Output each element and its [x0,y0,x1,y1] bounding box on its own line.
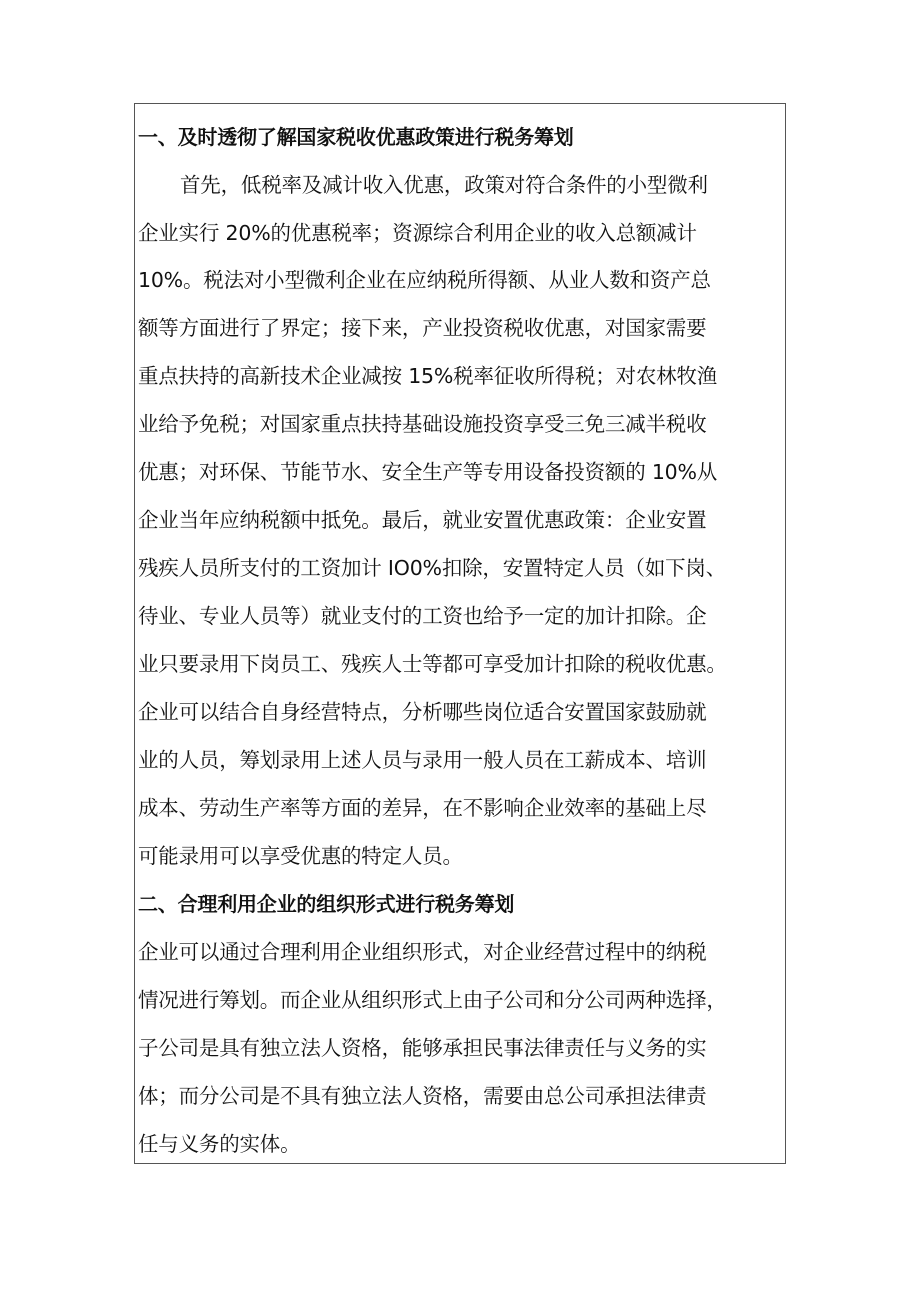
paragraph-line: 成本、劳动生产率等方面的差异，在不影响企业效率的基础上尽 [138,796,707,820]
paragraph-line: 业的人员，筹划录用上述人员与录用一般人员在工薪成本、培训 [138,748,707,772]
paragraph-line: 企业可以通过合理利用企业组织形式，对企业经营过程中的纳税 [138,940,707,964]
paragraph-line: 待业、专业人员等）就业支付的工资也给予一定的加计扣除。企 [138,604,707,628]
paragraph-line: 可能录用可以享受优惠的特定人员。 [138,844,463,868]
paragraph-line: 情况进行筹划。而企业从组织形式上由子公司和分公司两种选择， [138,988,727,1012]
section-2-heading: 二、合理利用企业的组织形式进行税务筹划 [138,892,515,916]
paragraph-line: 业给予免税；对国家重点扶持基础设施投资享受三免三减半税收 [138,412,707,436]
document-frame [134,103,786,1164]
paragraph-line: 子公司是具有独立法人资格，能够承担民事法律责任与义务的实 [138,1036,707,1060]
paragraph-line: 企业可以结合自身经营特点，分析哪些岗位适合安置国家鼓励就 [138,700,707,724]
paragraph-line: 额等方面进行了界定；接下来，产业投资税收优惠，对国家需要 [138,316,707,340]
paragraph-line: 残疾人员所支付的工资加计 IO0%扣除，安置特定人员（如下岗、 [138,556,727,580]
paragraph-line: 首先，低税率及减计收入优惠，政策对符合条件的小型微利 [180,173,708,197]
paragraph-line: 优惠；对环保、节能节水、安全生产等专用设备投资额的 10%从 [138,460,718,484]
paragraph-line: 体；而分公司是不具有独立法人资格，需要由总公司承担法律责 [138,1084,707,1108]
section-1-heading: 一、及时透彻了解国家税收优惠政策进行税务筹划 [138,125,574,149]
paragraph-line: 业只要录用下岗员工、残疾人士等都可享受加计扣除的税收优惠。 [138,652,727,676]
paragraph-line: 10%。税法对小型微利企业在应纳税所得额、从业人数和资产总 [138,268,711,292]
paragraph-line: 重点扶持的高新技术企业减按 15%税率征收所得税；对农林牧渔 [138,364,718,388]
paragraph-line: 企业实行 20%的优惠税率；资源综合利用企业的收入总额减计 [138,221,697,245]
paragraph-line: 企业当年应纳税额中抵免。最后，就业安置优惠政策：企业安置 [138,508,707,532]
paragraph-line: 任与义务的实体。 [138,1132,301,1156]
